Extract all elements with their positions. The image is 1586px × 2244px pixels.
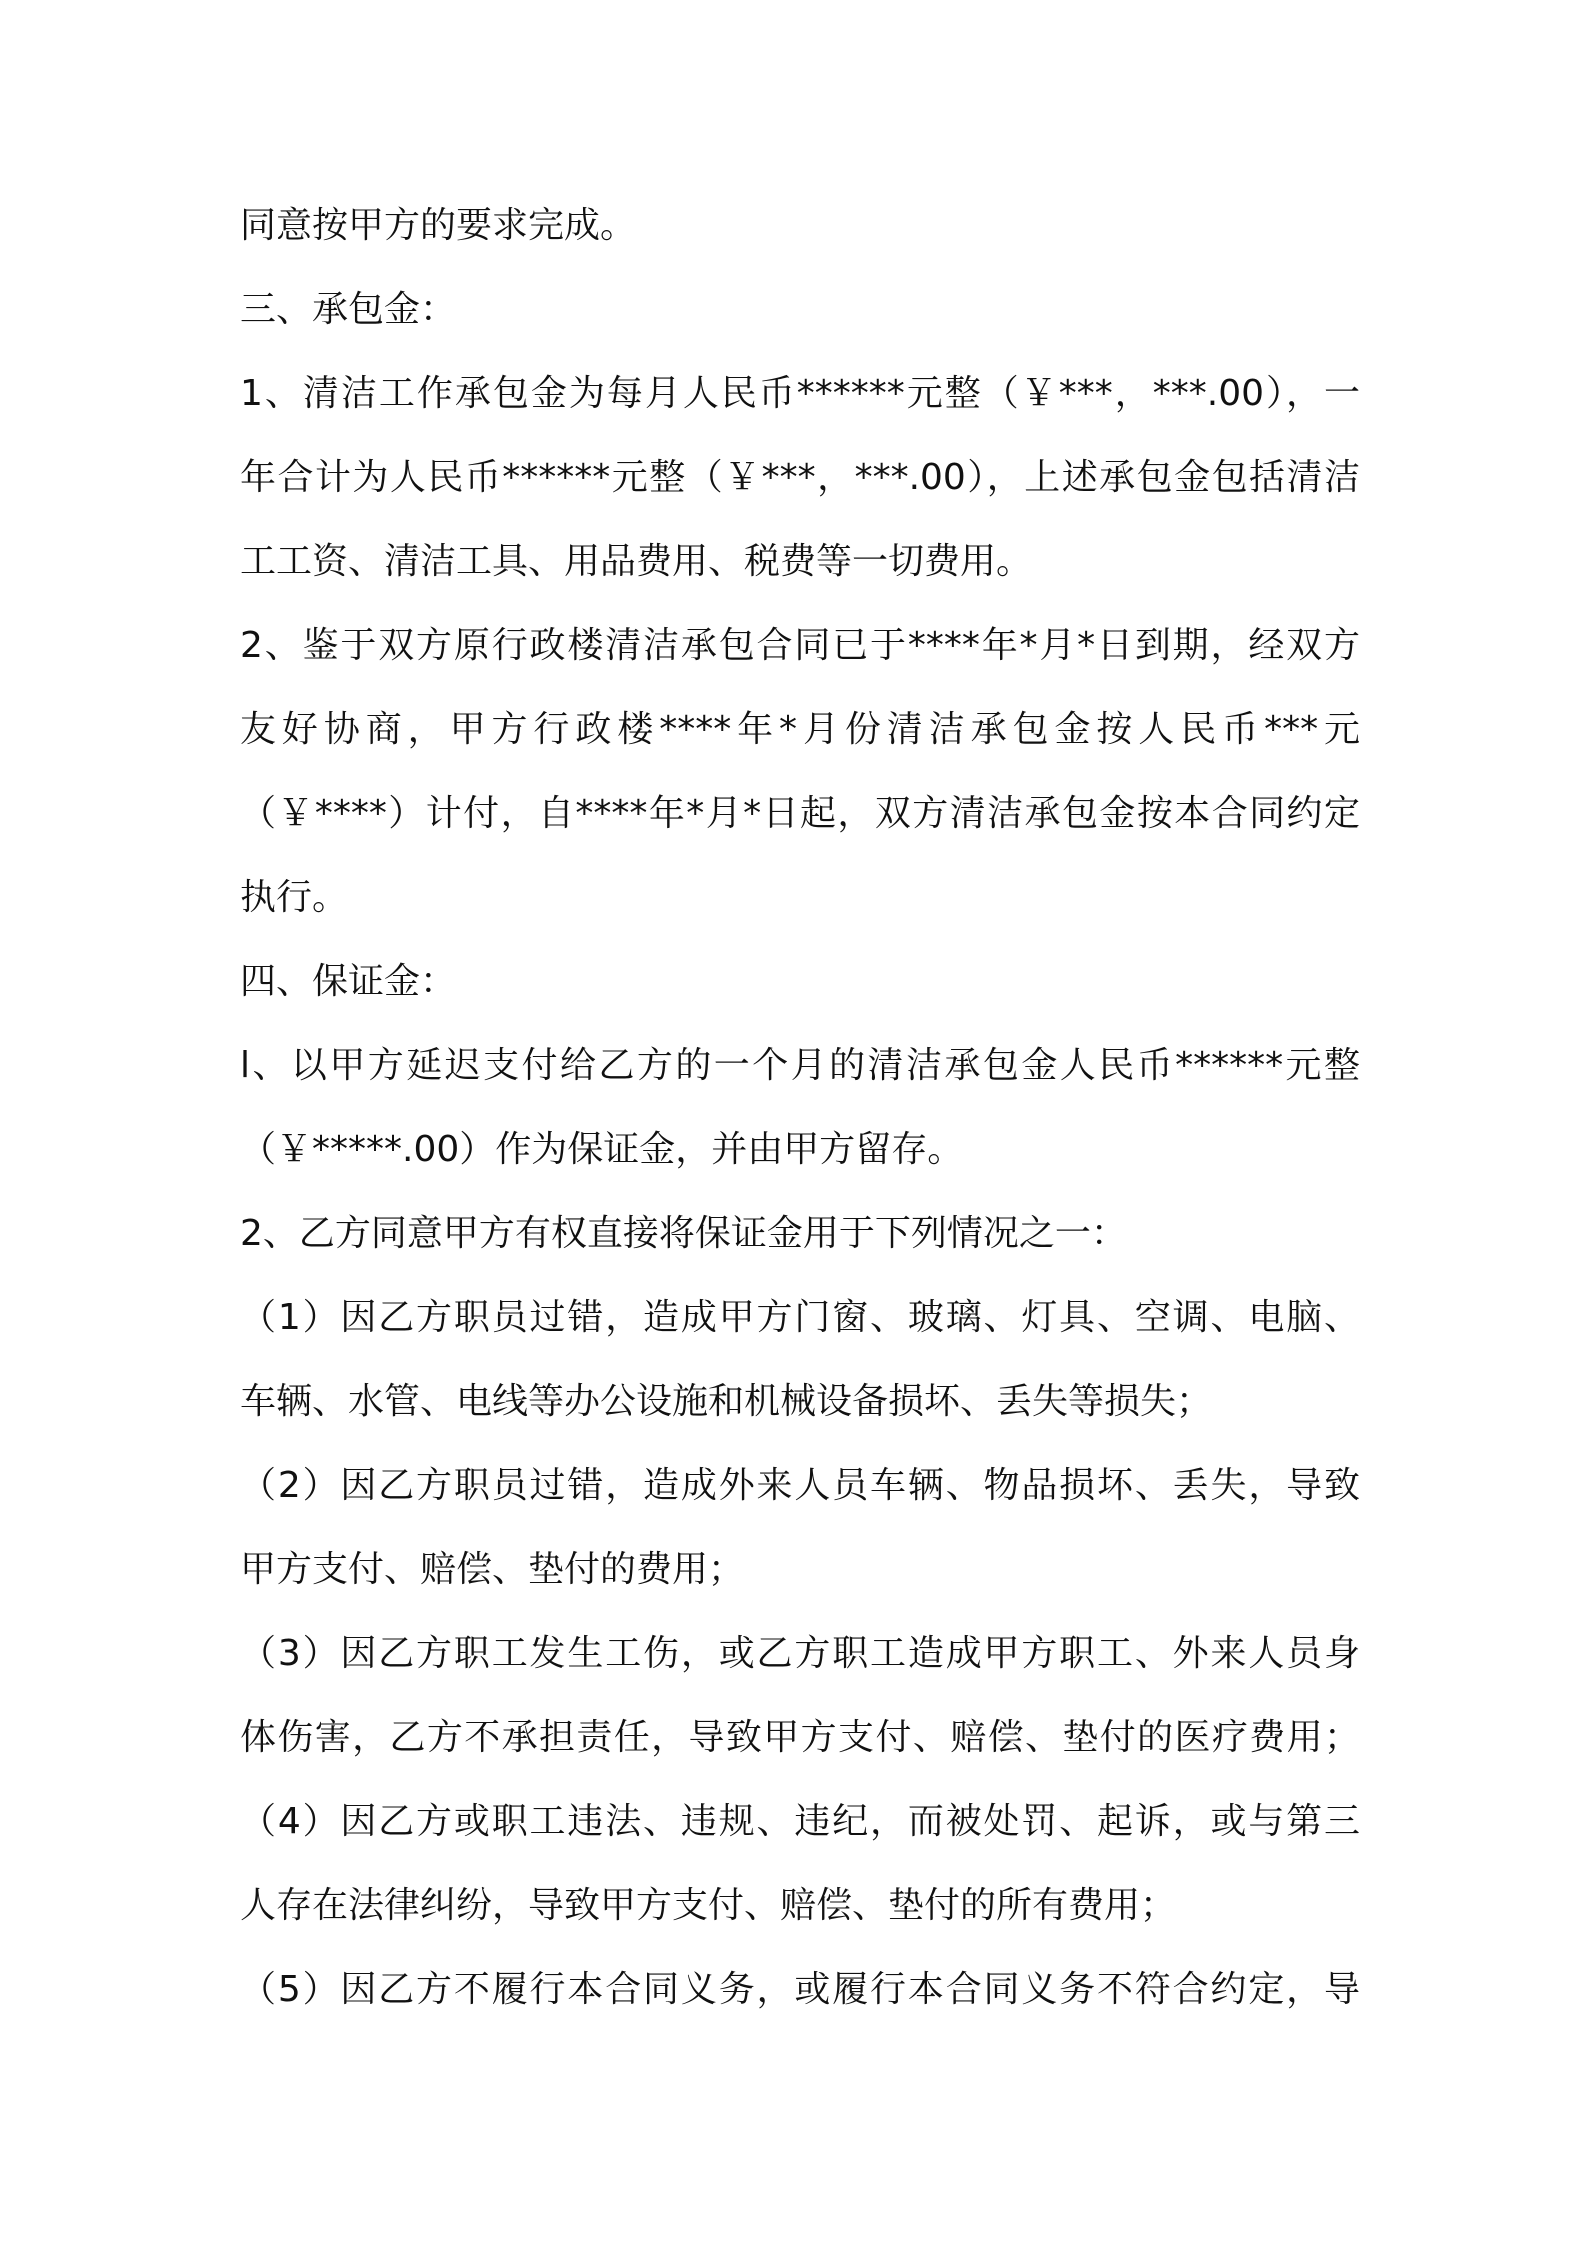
text-line: 工工资、清洁工具、用品费用、税费等一切费用。 [240,541,1033,582]
section-heading-contract-fee: 三、承包金： [240,289,457,330]
text-line: 2、鉴于双方原行政楼清洁承包合同已于****年*月*日到期，经双方 [240,625,1360,666]
text-line: （1）因乙方职员过错，造成甲方门窗、玻璃、灯具、空调、电脑、 [240,1297,1360,1338]
text-line: （￥****）计付，自****年*月*日起，双方清洁承包金按本合同约定 [240,793,1360,834]
text-line: 车辆、水管、电线等办公设施和机械设备损坏、丢失等损失； [240,1381,1213,1422]
text-line: （5）因乙方不履行本合同义务，或履行本合同义务不符合约定，导 [240,1969,1360,2010]
section-heading-deposit: 四、保证金： [240,961,457,1002]
text-line: （4）因乙方或职工违法、违规、违纪，而被处罚、起诉，或与第三 [240,1801,1360,1842]
text-line: 同意按甲方的要求完成。 [240,205,637,246]
text-line: 2、乙方同意甲方有权直接将保证金用于下列情况之一： [240,1213,1127,1254]
text-line: 年合计为人民币******元整（￥***，***.00），上述承包金包括清洁 [240,457,1360,498]
text-line: 甲方支付、赔偿、垫付的费用； [240,1549,745,1590]
text-line: l、以甲方延迟支付给乙方的一个月的清洁承包金人民币******元整 [240,1045,1360,1086]
text-line: 执行。 [240,877,349,918]
text-line: 体伤害，乙方不承担责任，导致甲方支付、赔偿、垫付的医疗费用； [240,1717,1360,1758]
text-line: 1、清洁工作承包金为每月人民币******元整（￥***，***.00），一 [240,373,1360,414]
text-line: 人存在法律纠纷，导致甲方支付、赔偿、垫付的所有费用； [240,1885,1177,1926]
text-line: （3）因乙方职工发生工伤，或乙方职工造成甲方职工、外来人员身 [240,1633,1360,1674]
text-line: （2）因乙方职员过错，造成外来人员车辆、物品损坏、丢失，导致 [240,1465,1360,1506]
text-line: 友好协商，甲方行政楼****年*月份清洁承包金按人民币***元 [240,709,1360,750]
text-line: （￥*****.00）作为保证金，并由甲方留存。 [240,1129,964,1170]
